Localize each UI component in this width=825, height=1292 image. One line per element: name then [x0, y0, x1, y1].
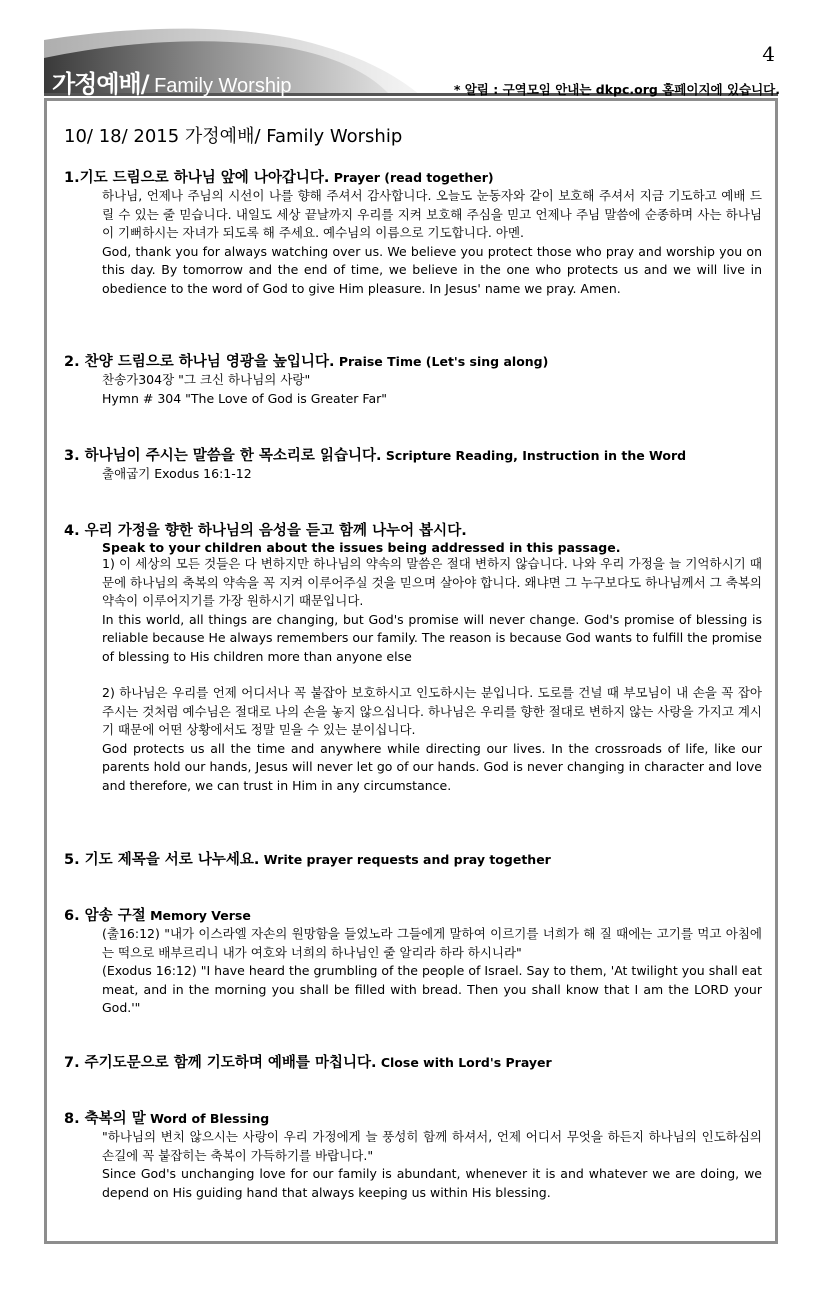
section-body	[102, 555, 762, 795]
section-prayer-requests	[64, 848, 770, 869]
hymn-english: Hymn # 304 "The Love of God is Greater Far"	[102, 390, 387, 406]
section-body	[102, 925, 762, 1018]
section-memory-verse	[64, 904, 770, 1018]
section-discussion	[64, 519, 770, 795]
page-title: 10/ 18/ 2015 가정예배/ Family Worship	[64, 126, 403, 147]
paragraph-korean: 1) 이 세상의 모든 것들은 다 변하지만 하나님의 약속의 말씀은 절대 변하지 않습니다. 나와 우리 가정을 늘 기억하시기 때문에 하나님의 축복의 약속을 꼭 지켜 이루어주실 것을 믿으며 살아야 합니다. 왜냐면 그 누구보다도 하나님께서 그 축복의 약속이 이루어지기를 가장 원하시기 때문입니다.	[102, 556, 762, 608]
section-praise	[64, 350, 770, 408]
paragraph-english: God protects us all the time and anywhere while directing our lives. In the crossroads of life, like our parents hold our hands, Jesus will never let go of our hands. God is never changing in character and love and therefore, we can trust in Him in any circumstance.	[102, 740, 762, 793]
section-subtitle: Speak to your children about the issues being addressed in this passage.	[102, 540, 621, 555]
section-blessing	[64, 1107, 770, 1202]
page-number: 4	[762, 42, 775, 66]
header-title-english: Family Worship	[148, 75, 292, 97]
paragraph-english: In this world, all things are changing, but God's promise will never change. God's promise of blessing is reliable because He always remembers our family. The reason is because God wants to fulfill the promise of blessing to His children more than anyone else	[102, 611, 762, 664]
section-title: 3. 하나님이 주시는 말씀을 한 목소리로 읽습니다. Scripture Reading, Instruction in the Word	[64, 448, 687, 464]
section-title: 6. 암송 구절 Memory Verse	[64, 908, 251, 924]
section-body	[102, 371, 762, 408]
section-body	[102, 465, 762, 484]
section-lords-prayer	[64, 1051, 770, 1072]
header-notice: * 알림 : 구역모임 안내는 dkpc.org 홈페이지에 있습니다.	[453, 82, 780, 97]
section-scripture	[64, 444, 770, 484]
hymn-korean: 찬송가304장 "그 크신 하나님의 사랑"	[102, 372, 311, 387]
section-title: 4. 우리 가정을 향한 하나님의 음성을 듣고 함께 나누어 봅시다.	[64, 523, 467, 539]
section-title: 1.기도 드림으로 하나님 앞에 나아갑니다. Prayer (read together)	[64, 170, 494, 186]
paragraph-korean: 하나님, 언제나 주님의 시선이 나를 향해 주셔서 감사합니다. 오늘도 눈동자와 같이 보호해 주셔서 지금 기도하고 예배 드릴 수 있는 줄 믿습니다. 내일도 세상 끝날까지 우리를 지켜 보호해 주심을 믿고 언제나 주님 말씀에 순종하며 사는 하나님이 기뻐하시는 자녀가 되도록 해 주세요. 예수님의 이름으로 기도합니다. 아멘.	[102, 188, 762, 240]
scripture-reference: 출애굽기 Exodus 16:1-12	[102, 466, 252, 481]
paragraph-english: God, thank you for always watching over us. We believe you protect those who pray and worship you on this day. By tomorrow and the end of time, we believe in the one who protects us and we will live in obedience to the word of God to give Him pleasure. In Jesus' name we pray. Amen.	[102, 243, 762, 296]
verse-english: (Exodus 16:12) "I have heard the grumbling of the people of Israel. Say to them, 'At twilight you shall eat meat, and in the morning you shall be filled with bread. Then you shall know that I am the LORD your God.'"	[102, 963, 762, 1015]
header-title	[52, 64, 292, 99]
blessing-korean: "하나님의 변치 않으시는 사랑이 우리 가정에게 늘 풍성히 함께 하셔서, 언제 어디서 무엇을 하든지 하나님의 인도하심의 손길에 꼭 붙잡히는 축복이 가득하기를 바랍니다."	[102, 1129, 762, 1163]
section-body	[102, 1128, 762, 1202]
paragraph-korean: 2) 하나님은 우리를 언제 어디서나 꼭 붙잡아 보호하시고 인도하시는 분입니다. 도로를 건널 때 부모님이 내 손을 꼭 잡아 주시는 것처럼 예수님은 절대로 나의 손을 놓지 않으십니다. 하나님은 우리를 향한 절대로 변하지 않는 사랑을 가지고 계시기 때문에 어떤 상황에서도 정말 믿을 수 있는 분이십니다.	[102, 685, 762, 737]
section-title: 7. 주기도문으로 함께 기도하며 예배를 마칩니다. Close with Lord's Prayer	[64, 1055, 552, 1071]
verse-korean: (출16:12) "내가 이스라엘 자손의 원망함을 들었노라 그들에게 말하여 이르기를 너희가 해 질 때에는 고기를 먹고 아침에는 떡으로 배부르리니 내가 여호와 너희의 하나님인 줄 알리라 하라 하시니라"	[102, 926, 762, 960]
page-header	[0, 0, 825, 100]
section-prayer	[64, 166, 770, 298]
blessing-english: Since God's unchanging love for our family is abundant, whenever it is and whatever we are doing, we depend on His guiding hand that always keeping us within His blessing.	[102, 1166, 762, 1200]
section-title: 2. 찬양 드림으로 하나님 영광을 높입니다. Praise Time (Let's sing along)	[64, 354, 549, 370]
section-title: 5. 기도 제목을 서로 나누세요. Write prayer requests and pray together	[64, 852, 551, 868]
header-title-korean: 가정예배/	[52, 70, 149, 98]
section-title: 8. 축복의 말 Word of Blessing	[64, 1111, 270, 1127]
section-body	[102, 187, 762, 298]
